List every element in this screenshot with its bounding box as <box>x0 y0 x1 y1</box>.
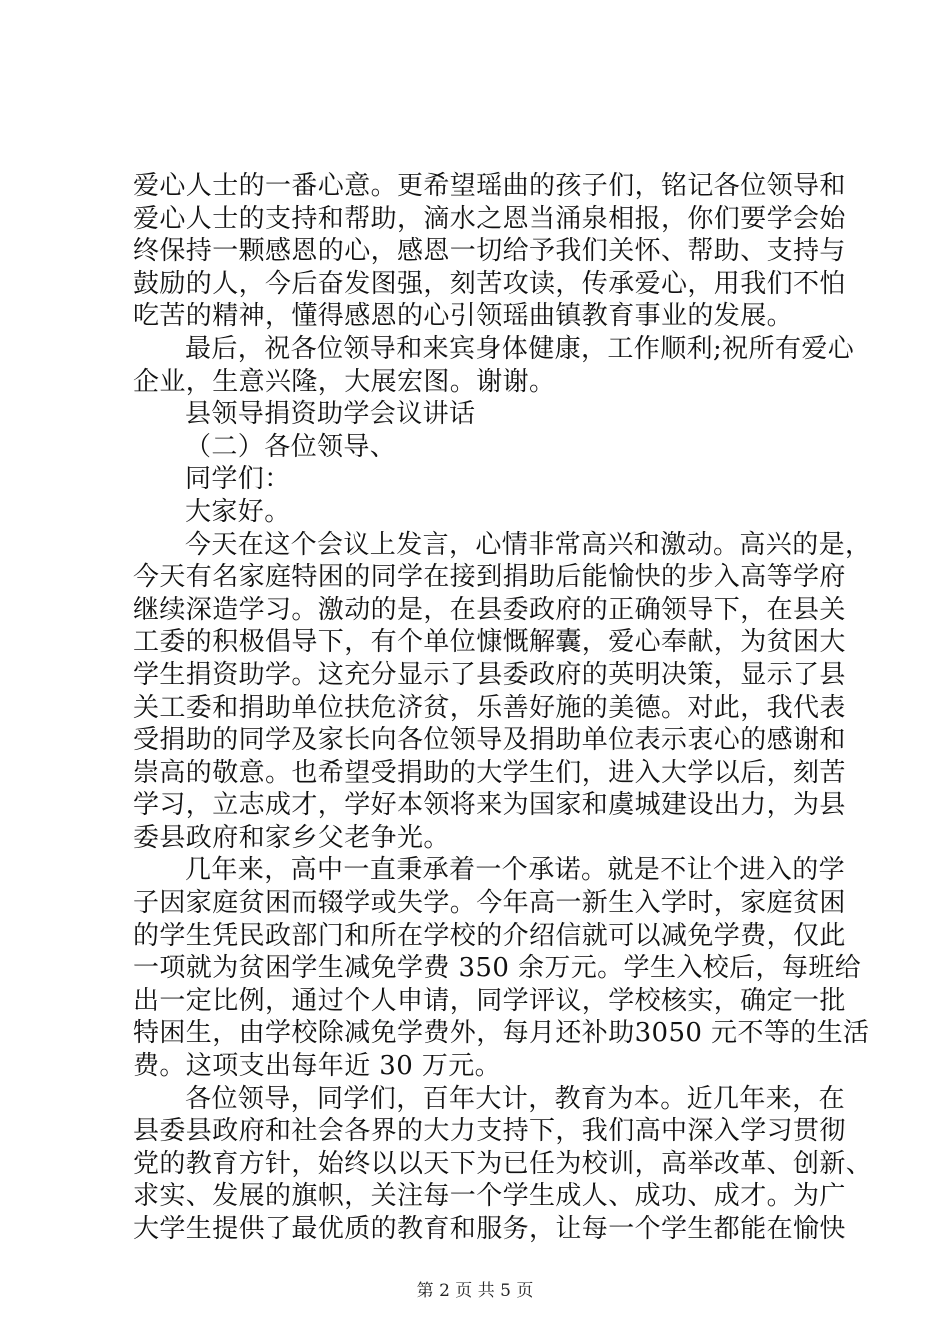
text-line: 子因家庭贫困而辍学或失学。今年高一新生入学时，家庭贫困 <box>133 888 846 919</box>
text-line: 县领导捐资助学会议讲话 <box>185 399 476 430</box>
text-line: 工委的积极倡导下，有个单位慷慨解囊，爱心奉献，为贫困大 <box>133 627 846 658</box>
text-line: （二）各位领导、 <box>185 431 397 462</box>
text-line: 几年来，高中一直秉承着一个承诺。就是不让个进入的学 <box>185 855 846 886</box>
text-line: 特困生，由学校除减免学费外，每月还补助3050 元不等的生活 <box>133 1018 870 1049</box>
text-line: 爱心人士的一番心意。更希望瑶曲的孩子们，铭记各位领导和 <box>133 171 846 201</box>
text-line: 各位领导，同学们，百年大计，教育为本。近几年来，在 <box>185 1083 846 1114</box>
text-line: 大学生提供了最优质的教育和服务，让每一个学生都能在愉快 <box>133 1214 846 1244</box>
text-line: 大家好。 <box>185 496 291 527</box>
text-line: 的学生凭民政部门和所在学校的介绍信就可以减免学费，仅此 <box>133 920 846 951</box>
text-line: 鼓励的人，今后奋发图强，刻苦攻读，传承爱心，用我们不怕 <box>133 268 846 299</box>
page-footer: 第 2 页 共 5 页 <box>416 1281 534 1301</box>
text-line: 终保持一颗感恩的心，感恩一切给予我们关怀、帮助、支持与 <box>133 236 846 267</box>
text-line: 企业，生意兴隆，大展宏图。谢谢。 <box>133 366 556 397</box>
text-line: 费。这项支出每年近 30 万元。 <box>133 1051 502 1082</box>
text-line: 委县政府和家乡父老争光。 <box>133 822 450 853</box>
text-line: 爱心人士的支持和帮助，滴水之恩当涌泉相报，你们要学会始 <box>133 203 846 234</box>
text-line: 求实、发展的旗帜，关注每一个学生成人、成功、成才。为广 <box>133 1181 846 1212</box>
text-line: 学生捐资助学。这充分显示了县委政府的英明决策，显示了县 <box>133 659 846 690</box>
text-line: 今天在这个会议上发言，心情非常高兴和激动。高兴的是， <box>185 529 872 560</box>
text-line: 今天有名家庭特困的同学在接到捐助后能愉快的步入高等学府 <box>133 562 846 593</box>
text-line: 关工委和捐助单位扶危济贫，乐善好施的美德。对此，我代表 <box>133 692 846 723</box>
text-line: 吃苦的精神，懂得感恩的心引领瑶曲镇教育事业的发展。 <box>133 301 794 332</box>
text-line: 同学们： <box>185 464 291 495</box>
text-line: 受捐助的同学及家长向各位领导及捐助单位表示衷心的感谢和 <box>133 725 846 756</box>
text-line: 崇高的敬意。也希望受捐助的大学生们，进入大学以后，刻苦 <box>133 757 846 788</box>
text-line: 学习，立志成才，学好本领将来为国家和虞城建设出力，为县 <box>133 790 846 821</box>
text-line: 一项就为贫困学生减免学费 350 余万元。学生入校后，每班给 <box>133 953 862 984</box>
document-body <box>133 170 873 1246</box>
text-line: 继续深造学习。激动的是，在县委政府的正确领导下，在县关 <box>133 594 846 625</box>
text-line: 出一定比例，通过个人申请，同学评议，学校核实，确定一批 <box>133 985 846 1016</box>
text-line: 党的教育方针，始终以以天下为已任为校训，高举改革、创新、 <box>133 1148 873 1179</box>
text-line: 县委县政府和社会各界的大力支持下，我们高中深入学习贯彻 <box>133 1116 846 1147</box>
text-line: 最后，祝各位领导和来宾身体健康，工作顺利;祝所有爱心 <box>185 333 855 364</box>
